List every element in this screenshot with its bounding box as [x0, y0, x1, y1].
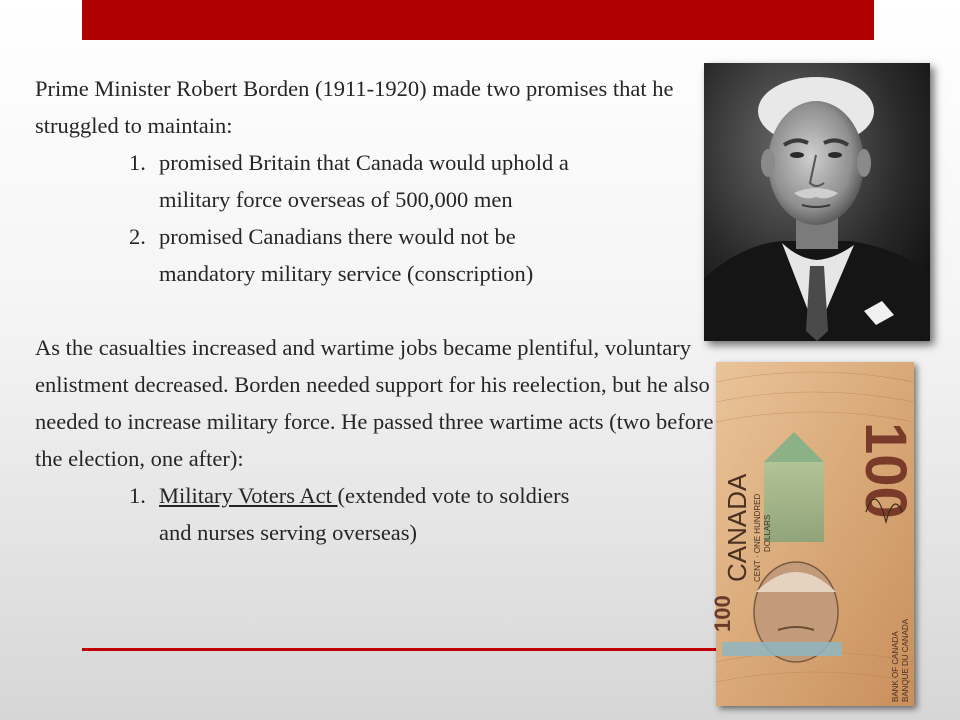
title-bar — [82, 0, 874, 40]
banknote-country: CANADA — [722, 473, 752, 582]
intro-paragraph: Prime Minister Robert Borden (1911-1920) made two promises that he struggled to maintain: — [35, 76, 674, 138]
act-description: (extended vote to soldiers — [337, 483, 570, 508]
promise-number: 1. — [129, 150, 146, 175]
banknote-dollars-text: DOLLARS — [763, 514, 772, 552]
banknote-cent-text: CENT · ONE HUNDRED — [753, 493, 762, 582]
canadian-100-banknote-image — [710, 362, 918, 706]
slide-body — [35, 70, 715, 551]
paragraph-gap — [35, 292, 715, 329]
banknote-bank-fr: BANQUE DU CANADA — [901, 618, 910, 702]
promise-text: promised Canadians there would not be — [159, 224, 516, 249]
portrait-illustration — [704, 63, 930, 341]
promise-number: 2. — [129, 224, 146, 249]
act-description-continued: and nurses serving overseas) — [159, 520, 418, 545]
act-name-link[interactable]: Military Voters Act — [159, 483, 338, 508]
borden-portrait-image — [704, 63, 930, 341]
banknote-small-denomination: 100 — [710, 595, 735, 632]
promise-text-continued: military force overseas of 500,000 men — [159, 187, 513, 212]
context-paragraph: As the casualties increased and wartime jobs became plentiful, voluntary enlistment decreased. Borden needed support for his reelection, but he also needed to increase military force. He passed three wartime acts (two before the election, one after): — [35, 335, 714, 471]
divider-line — [82, 648, 722, 651]
promise-item — [35, 144, 715, 218]
banknote-bank-en: BANK OF CANADA — [891, 631, 900, 702]
banknote-denomination: 100 — [853, 422, 918, 519]
banknote-illustration — [710, 362, 918, 706]
promise-text-continued: mandatory military service (conscription) — [159, 261, 534, 286]
promise-text: promised Britain that Canada would uphold a — [159, 150, 569, 175]
act-item — [35, 477, 715, 551]
promise-item — [35, 218, 715, 292]
act-number: 1. — [129, 483, 146, 508]
